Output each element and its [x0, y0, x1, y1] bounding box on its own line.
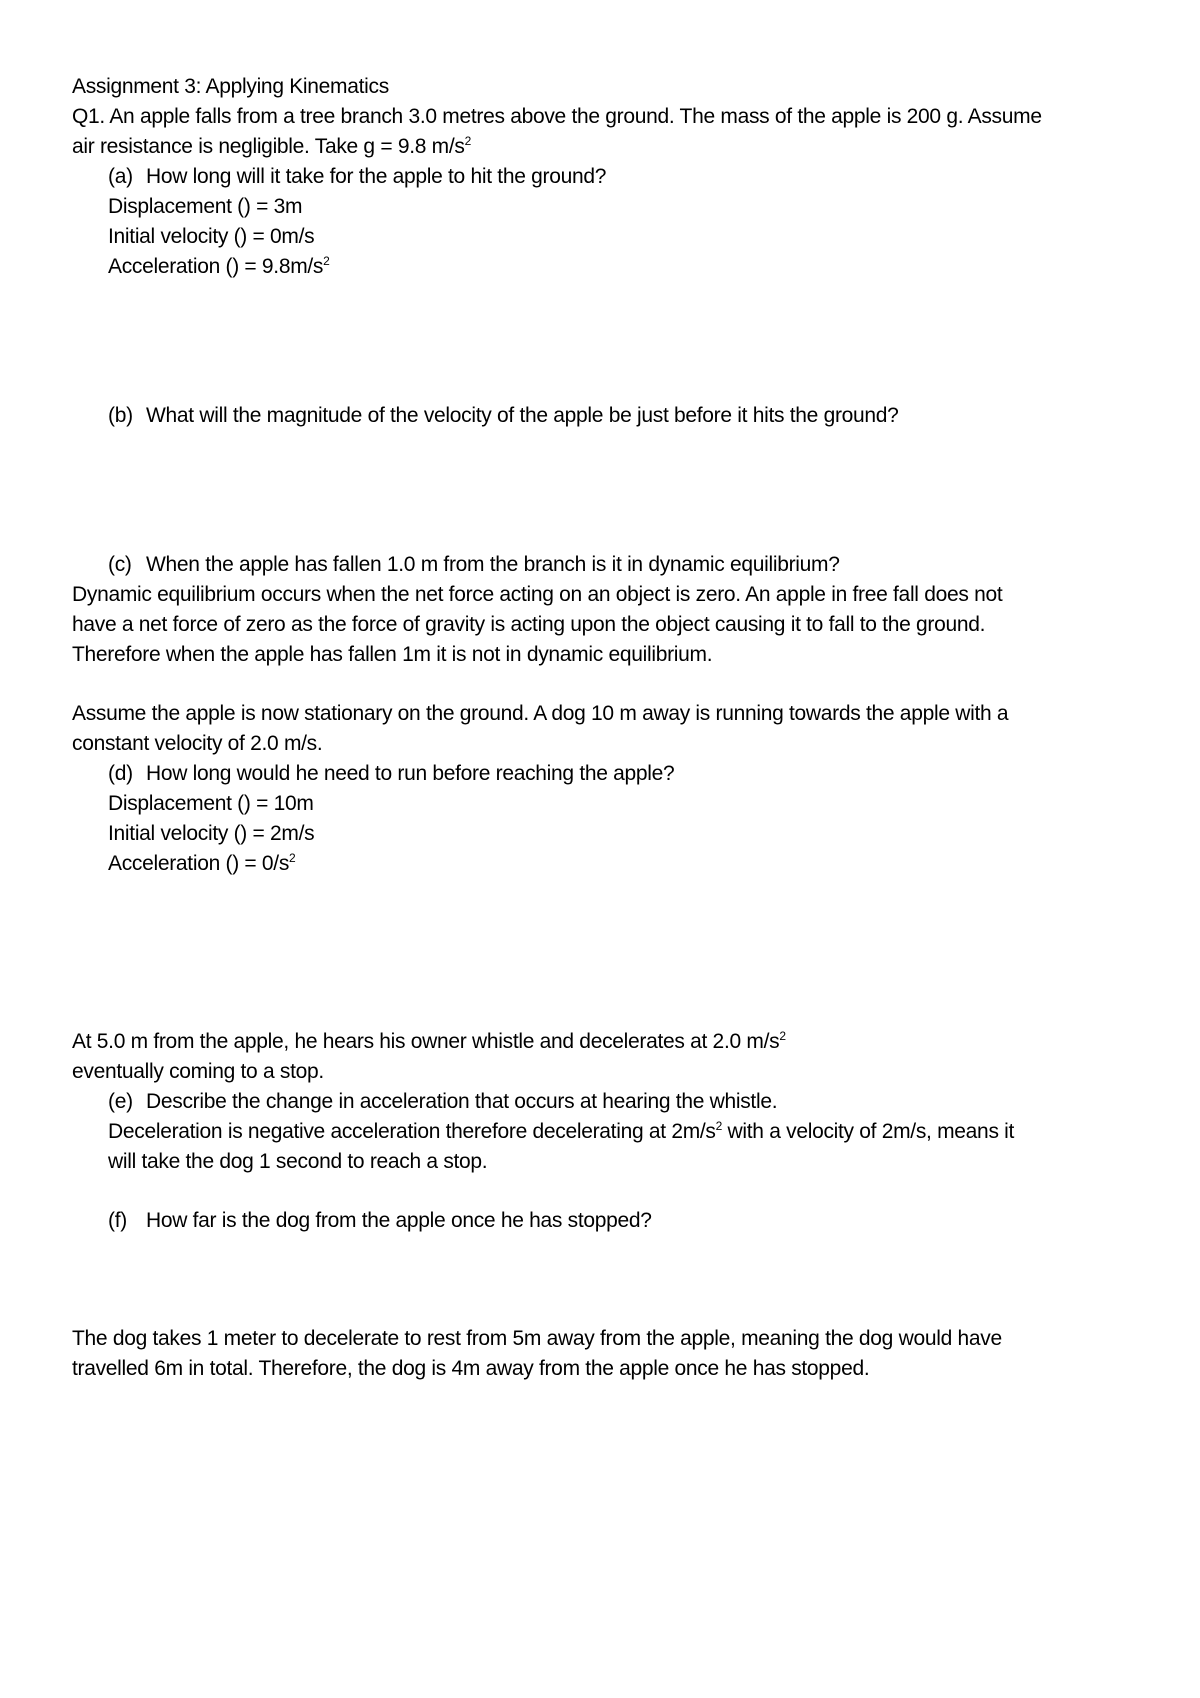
- question-e-label: (e): [108, 1090, 133, 1113]
- question-a-label: (a): [108, 165, 133, 188]
- f-answer-line-2: travelled 6m in total. Therefore, the dog is 4m away from the apple once he has stopped.: [72, 1357, 870, 1380]
- d-initial-velocity: Initial velocity () = 2m/s: [108, 822, 315, 845]
- question-e: [108, 1088, 777, 1116]
- d-displacement: Displacement () = 10m: [108, 792, 314, 815]
- e-answer-line-1: Deceleration is negative acceleration therefore decelerating at $2m/s^2$ with a velocity of 2m/s, means it: [108, 1119, 1015, 1143]
- question-c-text: When the apple has fallen 1.0 m from the branch is it in dynamic equilibrium?: [146, 553, 840, 576]
- question-a: [108, 163, 606, 191]
- a-initial-velocity: Initial velocity () = 0m/s: [108, 225, 315, 248]
- question-c: [108, 551, 840, 579]
- question-f: [108, 1207, 652, 1235]
- question-a-text: How long will it take for the apple to hit the ground?: [146, 165, 607, 188]
- e-answer-line-2: will take the dog 1 second to reach a stop.: [108, 1150, 488, 1173]
- dog-intro-line-2: constant velocity of 2.0 m/s.: [72, 732, 323, 755]
- a-acceleration: Acceleration () = $9.8m/s^2$: [108, 254, 330, 278]
- whistle-line-2: eventually coming to a stop.: [72, 1060, 324, 1083]
- question-f-text: How far is the dog from the apple once he has stopped?: [146, 1209, 652, 1232]
- question-b-text: What will the magnitude of the velocity of the apple be just before it hits the ground?: [146, 404, 899, 427]
- question-d-text: How long would he need to run before reaching the apple?: [146, 762, 675, 785]
- d-acceleration: Acceleration () = $0/s^2$: [108, 851, 296, 875]
- c-answer-line-1: Dynamic equilibrium occurs when the net force acting on an object is zero. An apple in free fall does not: [72, 583, 1003, 606]
- question-f-label: (f): [108, 1209, 127, 1232]
- question-d: [108, 760, 674, 788]
- a-displacement: Displacement () = 3m: [108, 195, 303, 218]
- f-answer-line-1: The dog takes 1 meter to decelerate to rest from 5m away from the apple, meaning the dog would have: [72, 1327, 1002, 1350]
- c-answer-line-3: Therefore when the apple has fallen 1m it is not in dynamic equilibrium.: [72, 643, 713, 666]
- q1-intro-line-2: air resistance is negligible. Take g = 9.8 $m/s^2$: [72, 134, 471, 158]
- question-d-label: (d): [108, 762, 133, 785]
- question-e-text: Describe the change in acceleration that occurs at hearing the whistle.: [146, 1090, 778, 1113]
- assignment-title: Assignment 3: Applying Kinematics: [72, 75, 389, 98]
- c-answer-line-2: have a net force of zero as the force of gravity is acting upon the object causing it to fall to the ground.: [72, 613, 986, 636]
- whistle-line-1: At 5.0 m from the apple, he hears his owner whistle and decelerates at 2.0 $m/s^2$: [72, 1029, 786, 1053]
- question-c-label: (c): [108, 553, 132, 576]
- q1-intro-line-1: Q1. An apple falls from a tree branch 3.0 metres above the ground. The mass of the apple is 200 g. Assume: [72, 105, 1042, 128]
- question-b-label: (b): [108, 404, 133, 427]
- dog-intro-line-1: Assume the apple is now stationary on the ground. A dog 10 m away is running towards the apple with a: [72, 702, 1009, 725]
- question-b: [108, 402, 899, 430]
